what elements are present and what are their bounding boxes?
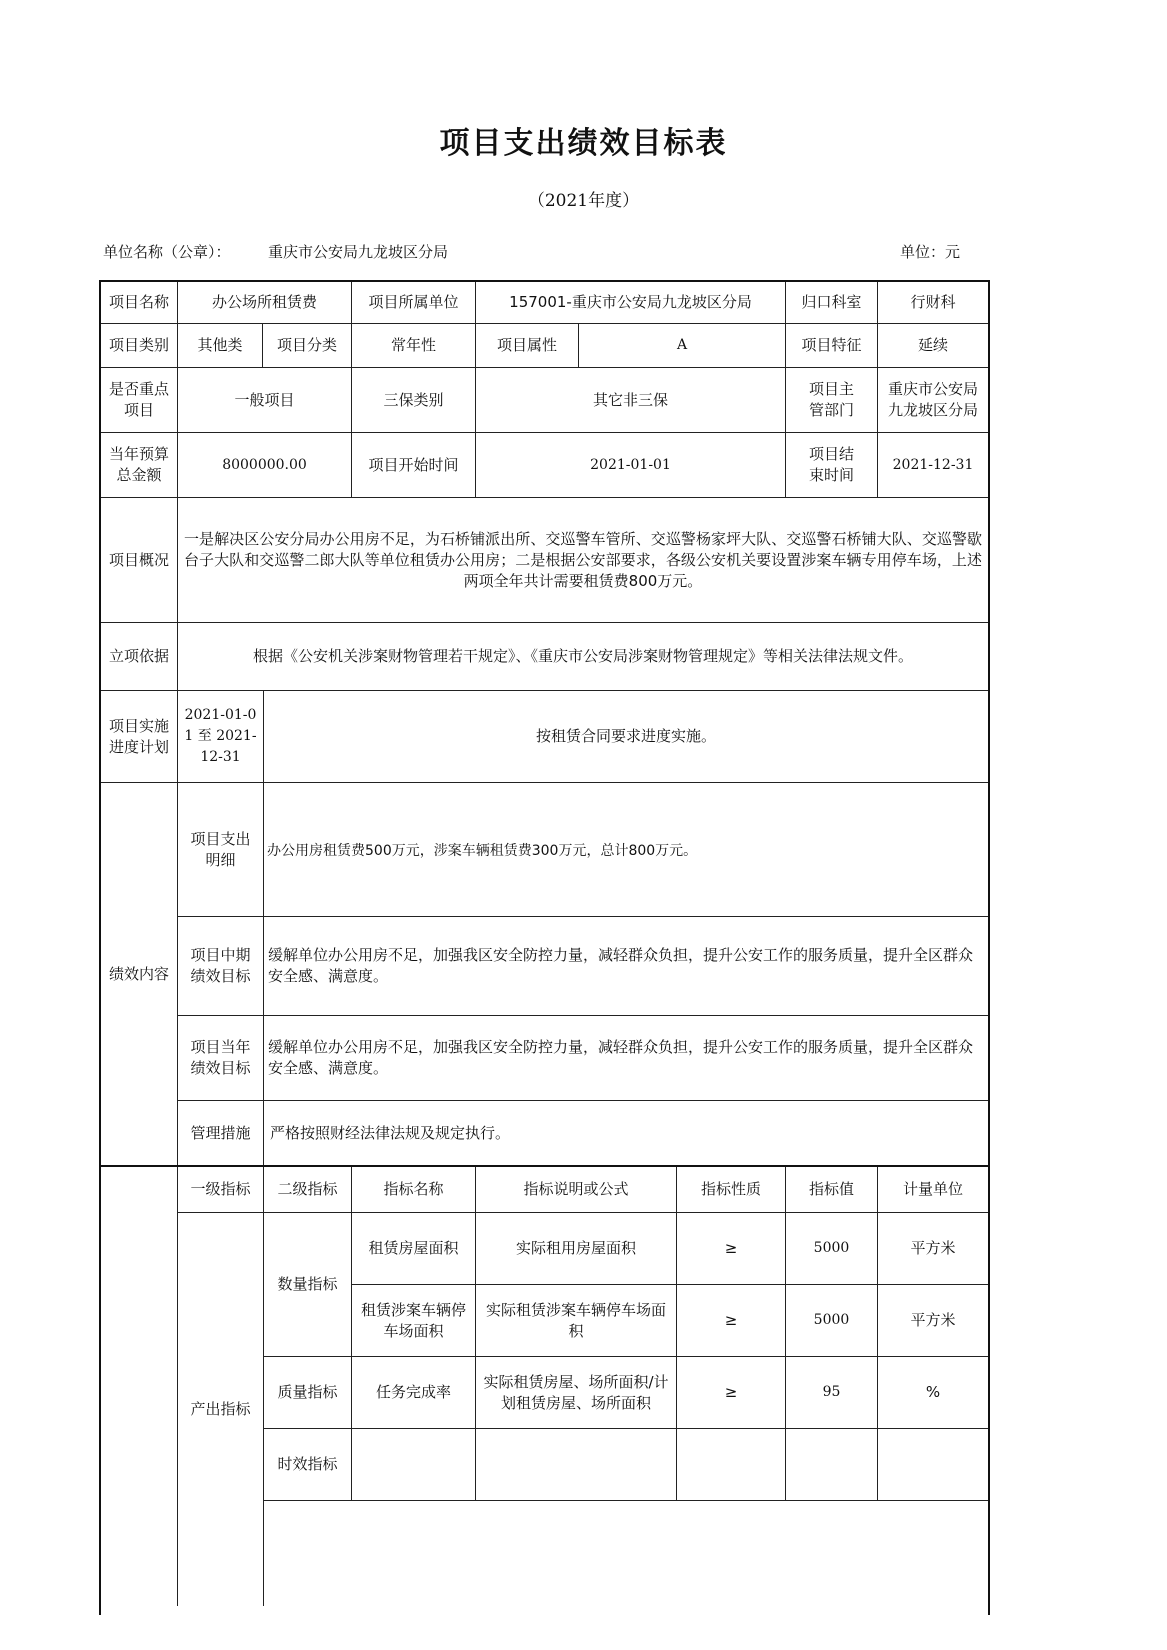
- end-value: 2021-12-31: [877, 432, 989, 498]
- row4-desc: [475, 1428, 677, 1501]
- sanbao-label: 三保类别: [351, 367, 476, 433]
- overview-label: 项目概况: [100, 497, 178, 623]
- start-label: 项目开始时间: [351, 432, 476, 498]
- page-title: 项目支出绩效目标表: [439, 126, 728, 161]
- level2-quality: 质量指标: [263, 1356, 352, 1429]
- key-value: 一般项目: [177, 367, 352, 433]
- owner-unit-value: 157001-重庆市公安局九龙坡区分局: [475, 281, 786, 324]
- start-value: 2021-01-01: [475, 432, 786, 498]
- project-name-value: 办公场所租赁费: [177, 281, 352, 324]
- row1-desc: 实际租用房屋面积: [475, 1212, 677, 1285]
- row2-desc: 实际租赁涉案车辆停车场面积: [475, 1284, 677, 1357]
- budget-value: 8000000.00: [177, 432, 352, 498]
- row3-name: 任务完成率: [351, 1356, 476, 1429]
- category-label: 项目类别: [100, 323, 178, 368]
- basis-label: 立项依据: [100, 622, 178, 691]
- key-label: 是否重点项目: [100, 367, 178, 433]
- row2-value: 5000: [785, 1284, 878, 1357]
- row3-unit: %: [877, 1356, 989, 1429]
- owner-unit-label: 项目所属单位: [351, 281, 476, 324]
- indicator-left-column: [100, 1166, 178, 1606]
- row1-unit: 平方米: [877, 1212, 989, 1285]
- row1-nature: ≥: [676, 1212, 786, 1285]
- budget-label: 当年预算总金额: [100, 432, 178, 498]
- schedule-text: 按租赁合同要求进度实施。: [263, 690, 989, 783]
- category-value: 其他类: [177, 323, 263, 368]
- dept-value: 行财科: [877, 281, 989, 324]
- row4-value: [785, 1428, 878, 1501]
- performance-label: 绩效内容: [100, 782, 178, 1167]
- detail-text: 办公用房租赁费500万元，涉案车辆租赁费300万元，总计800万元。: [263, 782, 989, 917]
- header-name: 指标名称: [351, 1166, 476, 1213]
- header-level2: 二级指标: [263, 1166, 352, 1213]
- level2-quantity: 数量指标: [263, 1212, 352, 1357]
- row1-name: 租赁房屋面积: [351, 1212, 476, 1285]
- feature-label: 项目特征: [785, 323, 878, 368]
- attribute-label: 项目属性: [475, 323, 579, 368]
- overview-text: 一是解决区公安分局办公用房不足，为石桥铺派出所、交巡警车管所、交巡警杨家坪大队、交巡警石桥铺大队、交巡警歇台子大队和交巡警二郎大队等单位租赁办公用房；二是根据公安部要求，各级公安机关要设置涉案车辆专用停车场，上述两项全年共计需要租赁费800万元。: [177, 497, 989, 623]
- row4-unit: [877, 1428, 989, 1501]
- header-level1: 一级指标: [177, 1166, 264, 1213]
- dept-label: 归口科室: [785, 281, 878, 324]
- midterm-label: 项目中期绩效目标: [177, 916, 264, 1016]
- attribute-value: A: [578, 323, 786, 368]
- header-unit: 计量单位: [877, 1166, 989, 1213]
- detail-label: 项目支出明细: [177, 782, 264, 917]
- manager-label: 项目主管部门: [785, 367, 878, 433]
- midterm-text: 缓解单位办公用房不足，加强我区安全防控力量，减轻群众负担，提升公安工作的服务质量，提升全区群众安全感、满意度。: [263, 916, 989, 1016]
- end-label: 项目结束时间: [785, 432, 878, 498]
- row2-name: 租赁涉案车辆停车场面积: [351, 1284, 476, 1357]
- header-nature: 指标性质: [676, 1166, 786, 1213]
- schedule-label: 项目实施进度计划: [100, 690, 178, 783]
- row1-value: 5000: [785, 1212, 878, 1285]
- annual-text: 缓解单位办公用房不足，加强我区安全防控力量，减轻群众负担，提升公安工作的服务质量，提升全区群众安全感、满意度。: [263, 1015, 989, 1101]
- schedule-period: 2021-01-01 至 2021-12-31: [177, 690, 264, 783]
- year-subtitle: （2021年度）: [527, 191, 640, 211]
- money-unit: 单位：元: [900, 243, 961, 261]
- row3-value: 95: [785, 1356, 878, 1429]
- classification-value: 常年性: [351, 323, 476, 368]
- measures-label: 管理措施: [177, 1100, 264, 1167]
- level1-output: 产出指标: [177, 1212, 264, 1606]
- feature-value: 延续: [877, 323, 989, 368]
- row2-unit: 平方米: [877, 1284, 989, 1357]
- row2-nature: ≥: [676, 1284, 786, 1357]
- measures-text: 严格按照财经法律法规及规定执行。: [263, 1100, 989, 1167]
- project-name-label: 项目名称: [100, 281, 178, 324]
- row3-desc: 实际租赁房屋、场所面积/计划租赁房屋、场所面积: [475, 1356, 677, 1429]
- basis-text: 根据《公安机关涉案财物管理若干规定》、《重庆市公安局涉案财物管理规定》等相关法律法规文件。: [177, 622, 989, 691]
- header-value: 指标值: [785, 1166, 878, 1213]
- row4-name: [351, 1428, 476, 1501]
- unit-label: 单位名称（公章）：: [103, 243, 231, 261]
- annual-label: 项目当年绩效目标: [177, 1015, 264, 1101]
- unit-name: 重庆市公安局九龙坡区分局: [268, 243, 449, 261]
- row3-nature: ≥: [676, 1356, 786, 1429]
- row4-nature: [676, 1428, 786, 1501]
- classification-label: 项目分类: [262, 323, 352, 368]
- level2-timeliness: 时效指标: [263, 1428, 352, 1501]
- header-desc: 指标说明或公式: [475, 1166, 677, 1213]
- sanbao-value: 其它非三保: [475, 367, 786, 433]
- manager-value: 重庆市公安局九龙坡区分局: [877, 367, 989, 433]
